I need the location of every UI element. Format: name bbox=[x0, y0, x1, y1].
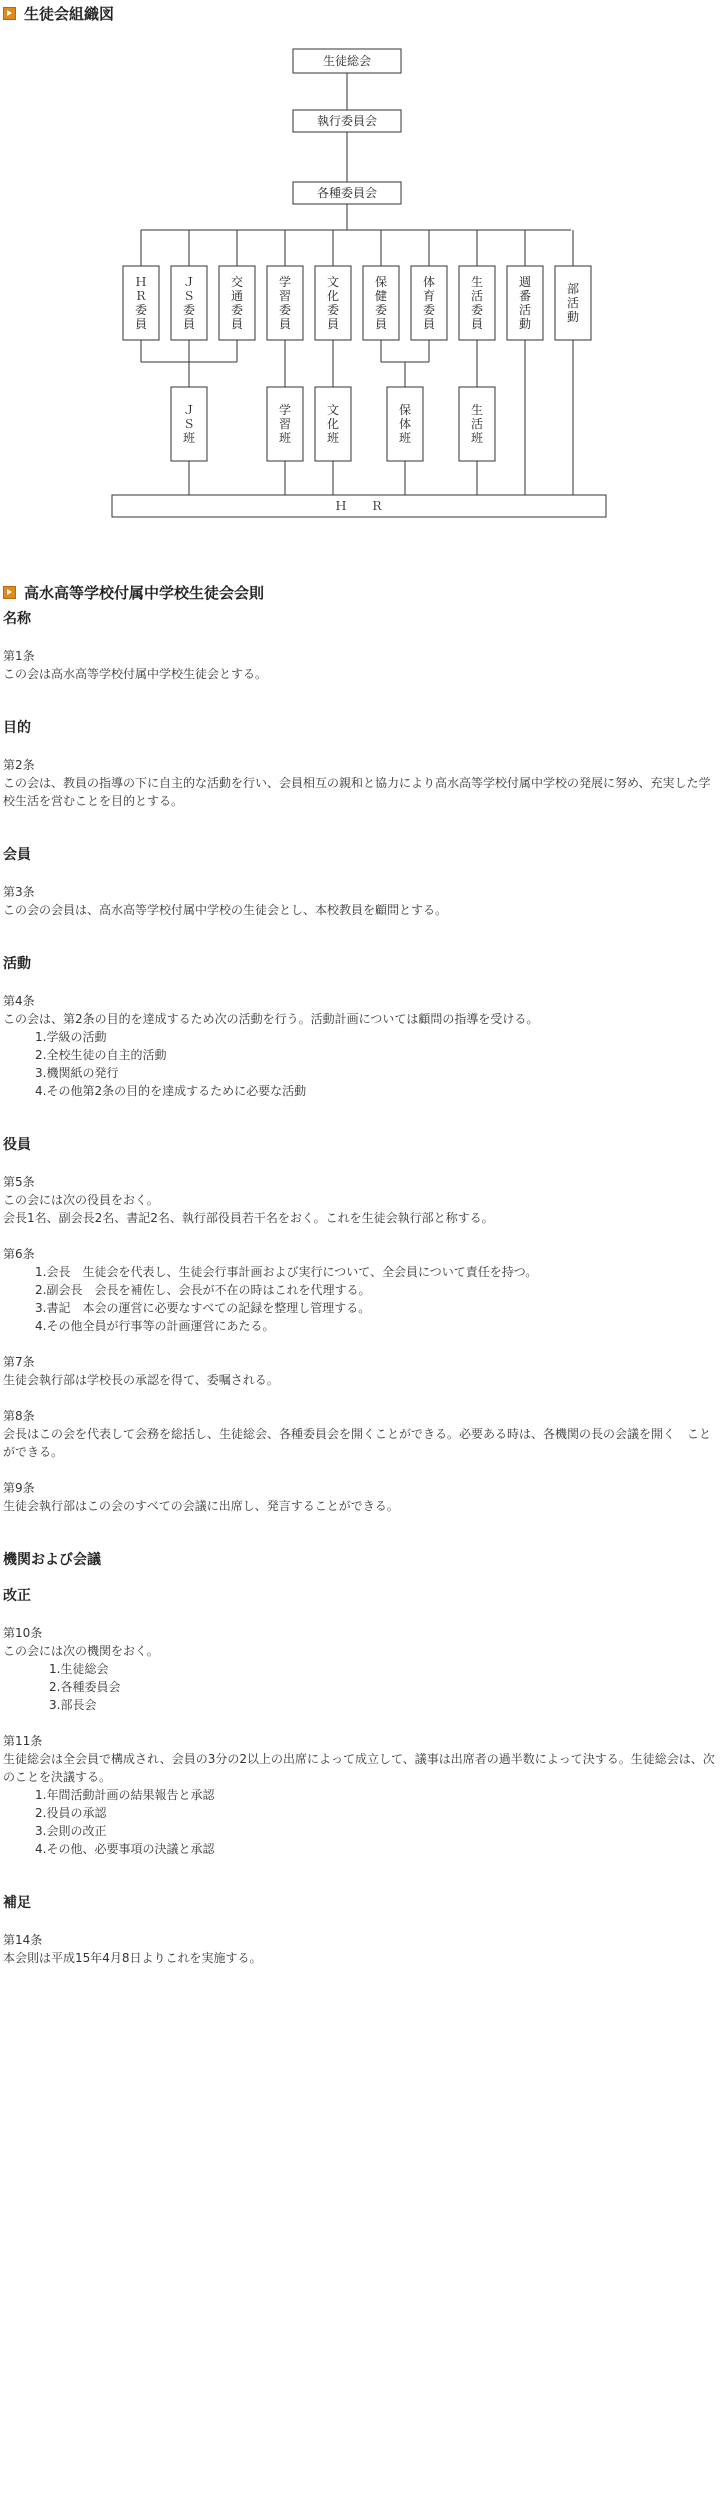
list-item: 2.役員の承認 bbox=[35, 1806, 107, 1820]
list-item: 3.機関紙の発行 bbox=[35, 1066, 119, 1080]
article-6-label: 第6条 bbox=[3, 1247, 35, 1261]
article-7-text: 生徒会執行部は学校長の承認を得て、委嘱される。 bbox=[3, 1373, 279, 1387]
group-label: 文化班 bbox=[326, 403, 340, 445]
group-label: 学習班 bbox=[278, 403, 292, 445]
section-arrow-icon bbox=[3, 7, 16, 20]
committee-member-label: 部活動 bbox=[566, 282, 580, 324]
heading-amendment: 改正 bbox=[3, 1588, 31, 1604]
committees-label: 各種委員会 bbox=[316, 186, 378, 200]
list-item: 4.その他全員が行事等の計画運営にあたる。 bbox=[35, 1319, 275, 1333]
group-label: 保体班 bbox=[398, 403, 412, 445]
list-item: 1.会長 生徒会を代表し、生徒会行事計画および実行について、全会員について責任を持つ。 bbox=[35, 1265, 538, 1279]
list-item: 3.書記 本会の運営に必要なすべての記録を整理し管理する。 bbox=[35, 1301, 371, 1315]
heading-supplement: 補足 bbox=[3, 1895, 31, 1911]
article-1-text: この会は高水高等学校付属中学校生徒会とする。 bbox=[3, 667, 268, 681]
committee-member-label: 文化委員 bbox=[326, 275, 340, 331]
heading-organs: 機関および会議 bbox=[3, 1552, 101, 1568]
list-item: 2.全校生徒の自主的活動 bbox=[35, 1048, 167, 1062]
article-10-label: 第10条 bbox=[3, 1626, 43, 1640]
article-1-label: 第1条 bbox=[3, 649, 35, 663]
committee-member-label: ＪＳ委員 bbox=[182, 275, 196, 331]
org-chart-heading bbox=[3, 3, 114, 23]
article-14-label: 第14条 bbox=[3, 1933, 43, 1947]
article-2-label: 第2条 bbox=[3, 758, 35, 772]
article-2-text: この会は、教員の指導の下に自主的な活動を行い、会員相互の親和と協力により高水高等学校付属中学校の発展に努め、充実した学校生活を営むことを目的とする。 bbox=[3, 776, 711, 808]
rules-heading bbox=[3, 582, 264, 602]
list-item: 3.部長会 bbox=[49, 1698, 97, 1712]
list-item: 1.年間活動計画の結果報告と承認 bbox=[35, 1788, 215, 1802]
article-14-text: 本会則は平成15年4月8日よりこれを実施する。 bbox=[3, 1951, 262, 1965]
list-item: 4.その他、必要事項の決議と承認 bbox=[35, 1842, 215, 1856]
hr-label: Ｈ Ｒ bbox=[334, 499, 384, 513]
executive-committee-label: 執行委員会 bbox=[316, 114, 378, 128]
heading-member: 会員 bbox=[3, 847, 31, 863]
article-11-label: 第11条 bbox=[3, 1734, 43, 1748]
heading-name: 名称 bbox=[3, 611, 31, 627]
article-5-line-1: この会には次の役員をおく。 bbox=[3, 1193, 159, 1207]
committee-member-label: 学習委員 bbox=[278, 275, 292, 331]
list-item: 1.生徒総会 bbox=[49, 1662, 109, 1676]
committee-member-label: 週番活動 bbox=[518, 275, 532, 331]
article-9-text: 生徒会執行部はこの会のすべての会議に出席し、発言することができる。 bbox=[3, 1499, 399, 1513]
general-assembly-label: 生徒総会 bbox=[322, 54, 372, 68]
committee-member-label: 交通委員 bbox=[230, 275, 244, 331]
heading-activity: 活動 bbox=[3, 956, 31, 972]
rules-body bbox=[3, 610, 715, 1967]
committee-member-label: 保健委員 bbox=[374, 275, 388, 331]
article-4-label: 第4条 bbox=[3, 994, 35, 1008]
org-chart-title: 生徒会組織図 bbox=[24, 4, 115, 23]
list-item: 3.会則の改正 bbox=[35, 1824, 107, 1838]
article-8-text: 会長はこの会を代表して会務を総括し、生徒総会、各種委員会を開くことができる。必要ある時は、各機関の長の会議を開く ことができる。 bbox=[3, 1427, 712, 1459]
article-11-text: 生徒総会は全会員で構成され、会員の3分の2以上の出席によって成立して、議事は出席者の過半数によって決する。生徒総会は、次のことを決議する。 bbox=[3, 1752, 715, 1784]
list-item: 4.その他第2条の目的を達成するために必要な活動 bbox=[35, 1084, 307, 1098]
heading-officer: 役員 bbox=[3, 1137, 31, 1153]
list-item: 2.副会長 会長を補佐し、会長が不在の時はこれを代理する。 bbox=[35, 1283, 371, 1297]
article-4-text: この会は、第2条の目的を達成するため次の活動を行う。活動計画については顧問の指導を受ける。 bbox=[3, 1012, 539, 1026]
section-arrow-icon bbox=[3, 586, 16, 599]
org-chart bbox=[0, 40, 720, 530]
article-10-text: この会には次の機関をおく。 bbox=[3, 1644, 159, 1658]
committee-member-label: ＨＲ委員 bbox=[134, 275, 148, 331]
committee-member-label: 体育委員 bbox=[422, 275, 436, 331]
committee-member-label: 生活委員 bbox=[470, 275, 484, 331]
article-5-line-2: 会長1名、副会長2名、書記2名、執行部役員若干名をおく。これを生徒会執行部と称する。 bbox=[3, 1211, 494, 1225]
article-3-label: 第3条 bbox=[3, 885, 35, 899]
heading-purpose: 目的 bbox=[3, 720, 31, 736]
article-3-text: この会の会員は、高水高等学校付属中学校の生徒会とし、本校教員を顧問とする。 bbox=[3, 903, 448, 917]
article-9-label: 第9条 bbox=[3, 1481, 35, 1495]
list-item: 2.各種委員会 bbox=[49, 1680, 121, 1694]
article-7-label: 第7条 bbox=[3, 1355, 35, 1369]
list-item: 1.学級の活動 bbox=[35, 1030, 107, 1044]
group-label: 生活班 bbox=[470, 403, 484, 445]
article-8-label: 第8条 bbox=[3, 1409, 35, 1423]
group-label: ＪＳ班 bbox=[182, 403, 196, 445]
article-5-label: 第5条 bbox=[3, 1175, 35, 1189]
rules-title: 高水高等学校付属中学校生徒会会則 bbox=[24, 583, 265, 602]
